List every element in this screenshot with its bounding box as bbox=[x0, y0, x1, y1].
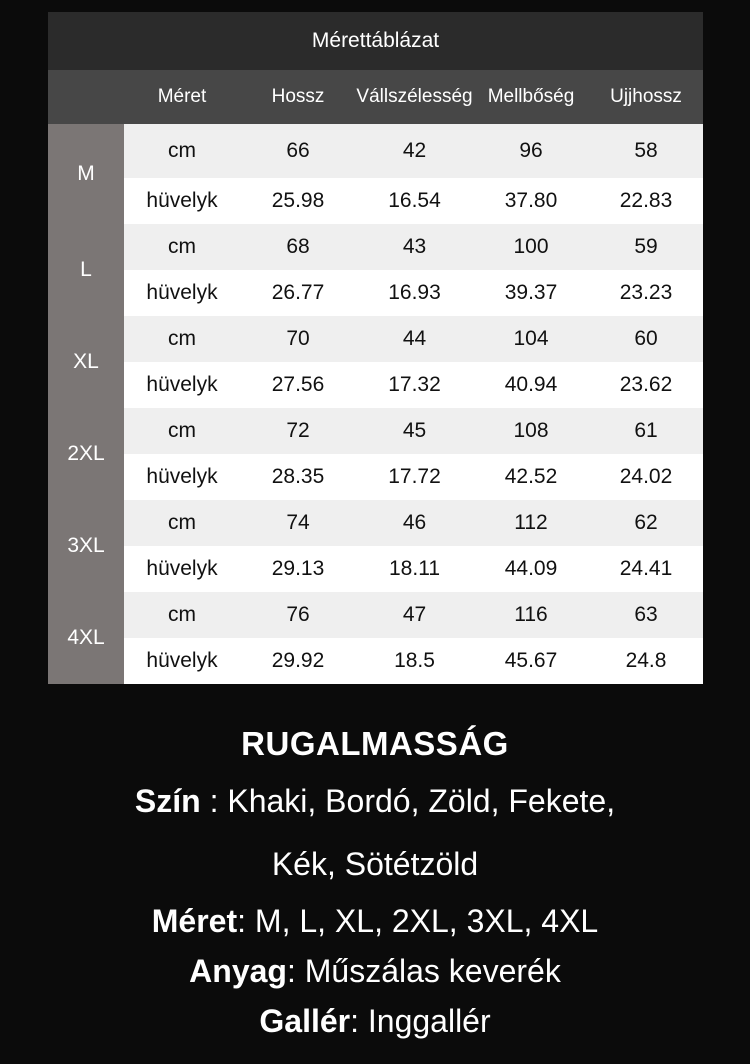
cm-value-chest: 112 bbox=[473, 500, 589, 546]
color-key: Szín bbox=[134, 783, 201, 819]
cm-value-sleeve: 59 bbox=[589, 224, 703, 270]
inch-value-length: 28.35 bbox=[240, 454, 356, 500]
cm-value-length: 66 bbox=[240, 124, 356, 178]
cm-value-shoulder: 45 bbox=[356, 408, 473, 454]
inch-value-shoulder: 17.32 bbox=[356, 362, 473, 408]
cm-value-chest: 96 bbox=[473, 124, 589, 178]
color-line-2 bbox=[0, 833, 750, 896]
unit-inch: hüvelyk bbox=[124, 638, 240, 684]
header-sleeve: Ujjhossz bbox=[589, 70, 703, 124]
table-title: Mérettáblázat bbox=[48, 12, 703, 70]
table-header-row bbox=[48, 70, 703, 124]
size-label: XL bbox=[48, 316, 124, 408]
size-label: M bbox=[48, 124, 124, 224]
header-blank bbox=[48, 70, 124, 124]
unit-cm: cm bbox=[124, 316, 240, 362]
size-value: : M, L, XL, 2XL, 3XL, 4XL bbox=[237, 903, 599, 939]
header-shoulder: Vállszélesség bbox=[356, 70, 473, 124]
size-chart-table bbox=[48, 12, 703, 684]
inch-value-chest: 37.80 bbox=[473, 178, 589, 224]
table-row bbox=[48, 124, 703, 178]
cm-value-chest: 100 bbox=[473, 224, 589, 270]
material-value: : Műszálas keverék bbox=[286, 953, 561, 989]
unit-cm: cm bbox=[124, 224, 240, 270]
table-row bbox=[48, 454, 703, 500]
inch-value-sleeve: 24.41 bbox=[589, 546, 703, 592]
inch-value-chest: 45.67 bbox=[473, 638, 589, 684]
inch-value-length: 29.13 bbox=[240, 546, 356, 592]
material-key: Anyag bbox=[189, 953, 287, 989]
cm-value-length: 72 bbox=[240, 408, 356, 454]
table-row bbox=[48, 546, 703, 592]
material-line bbox=[0, 946, 750, 996]
table-row bbox=[48, 224, 703, 270]
table-body bbox=[48, 124, 703, 684]
header-length: Hossz bbox=[240, 70, 356, 124]
collar-key: Gallér bbox=[259, 1003, 351, 1039]
table-row bbox=[48, 270, 703, 316]
unit-cm: cm bbox=[124, 592, 240, 638]
color-separator: : bbox=[200, 783, 228, 819]
unit-inch: hüvelyk bbox=[124, 454, 240, 500]
inch-value-length: 29.92 bbox=[240, 638, 356, 684]
unit-cm: cm bbox=[124, 408, 240, 454]
header-size: Méret bbox=[124, 70, 240, 124]
inch-value-sleeve: 23.62 bbox=[589, 362, 703, 408]
cm-value-chest: 108 bbox=[473, 408, 589, 454]
unit-inch: hüvelyk bbox=[124, 178, 240, 224]
inch-value-sleeve: 23.23 bbox=[589, 270, 703, 316]
inch-value-chest: 42.52 bbox=[473, 454, 589, 500]
cm-value-sleeve: 58 bbox=[589, 124, 703, 178]
cm-value-length: 76 bbox=[240, 592, 356, 638]
inch-value-shoulder: 16.93 bbox=[356, 270, 473, 316]
unit-cm: cm bbox=[124, 124, 240, 178]
header-chest: Mellbőség bbox=[473, 70, 589, 124]
unit-inch: hüvelyk bbox=[124, 362, 240, 408]
inch-value-sleeve: 24.02 bbox=[589, 454, 703, 500]
size-label: 2XL bbox=[48, 408, 124, 500]
color-value-1: Khaki, Bordó, Zöld, Fekete, bbox=[227, 783, 616, 819]
inch-value-length: 27.56 bbox=[240, 362, 356, 408]
inch-value-chest: 39.37 bbox=[473, 270, 589, 316]
inch-value-sleeve: 22.83 bbox=[589, 178, 703, 224]
collar-line bbox=[0, 996, 750, 1046]
cm-value-chest: 104 bbox=[473, 316, 589, 362]
table-row bbox=[48, 408, 703, 454]
elasticity-heading: RUGALMASSÁG bbox=[241, 725, 509, 762]
cm-value-sleeve: 63 bbox=[589, 592, 703, 638]
inch-value-length: 26.77 bbox=[240, 270, 356, 316]
cm-value-chest: 116 bbox=[473, 592, 589, 638]
size-label: 4XL bbox=[48, 592, 124, 684]
cm-value-shoulder: 47 bbox=[356, 592, 473, 638]
table-row bbox=[48, 638, 703, 684]
inch-value-chest: 40.94 bbox=[473, 362, 589, 408]
cm-value-length: 70 bbox=[240, 316, 356, 362]
size-label: L bbox=[48, 224, 124, 316]
cm-value-shoulder: 42 bbox=[356, 124, 473, 178]
cm-value-shoulder: 46 bbox=[356, 500, 473, 546]
table-row bbox=[48, 500, 703, 546]
inch-value-shoulder: 18.11 bbox=[356, 546, 473, 592]
color-line bbox=[0, 770, 750, 833]
cm-value-shoulder: 43 bbox=[356, 224, 473, 270]
table-row bbox=[48, 362, 703, 408]
inch-value-shoulder: 18.5 bbox=[356, 638, 473, 684]
size-line bbox=[0, 896, 750, 946]
cm-value-sleeve: 60 bbox=[589, 316, 703, 362]
cm-value-sleeve: 61 bbox=[589, 408, 703, 454]
inch-value-shoulder: 16.54 bbox=[356, 178, 473, 224]
inch-value-shoulder: 17.72 bbox=[356, 454, 473, 500]
table-row bbox=[48, 178, 703, 224]
inch-value-chest: 44.09 bbox=[473, 546, 589, 592]
cm-value-shoulder: 44 bbox=[356, 316, 473, 362]
cm-value-length: 68 bbox=[240, 224, 356, 270]
cm-value-sleeve: 62 bbox=[589, 500, 703, 546]
unit-inch: hüvelyk bbox=[124, 546, 240, 592]
collar-value: : Inggallér bbox=[350, 1003, 491, 1039]
inch-value-length: 25.98 bbox=[240, 178, 356, 224]
product-info bbox=[0, 718, 750, 1046]
inch-value-sleeve: 24.8 bbox=[589, 638, 703, 684]
unit-inch: hüvelyk bbox=[124, 270, 240, 316]
cm-value-length: 74 bbox=[240, 500, 356, 546]
color-value-2: Kék, Sötétzöld bbox=[271, 846, 479, 882]
table-row bbox=[48, 316, 703, 362]
table-row bbox=[48, 592, 703, 638]
size-label: 3XL bbox=[48, 500, 124, 592]
unit-cm: cm bbox=[124, 500, 240, 546]
size-key: Méret bbox=[151, 903, 238, 939]
